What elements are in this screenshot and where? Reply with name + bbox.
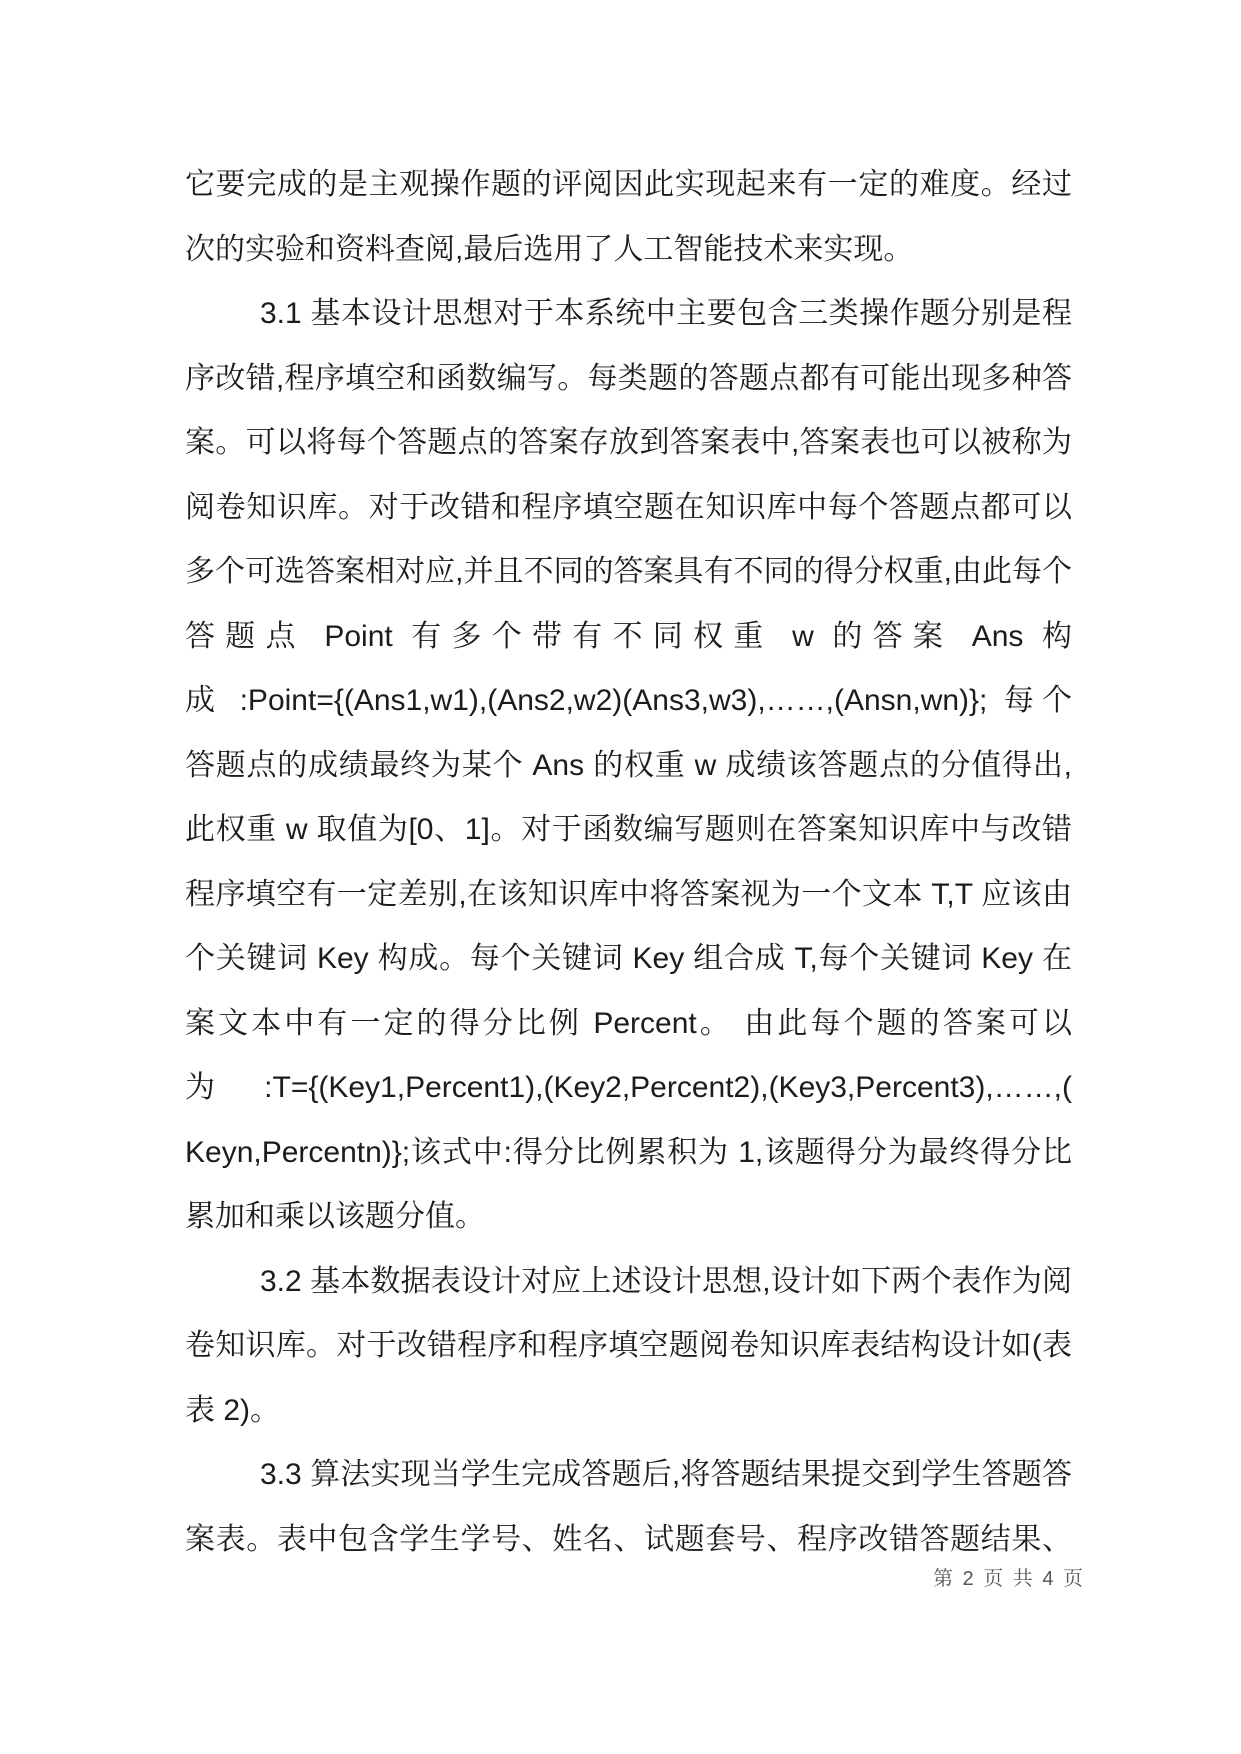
text-line: 案文本中有一定的得分比例 Percent。 由此每个题的答案可以	[185, 1006, 1072, 1040]
text-line: 案。可以将每个答题点的答案存放到答案表中,答案表也可以被称为	[185, 426, 1072, 459]
text-line: 3.3 算法实现当学生完成答题后,将答题结果提交到学生答题答	[260, 1458, 1072, 1491]
text-line: 多个可选答案相对应,并且不同的答案具有不同的得分权重,由此每个	[185, 555, 1072, 588]
text-line: Keyn,Percentn)};该式中:得分比例累积为 1,该题得分为最终得分比	[185, 1135, 1072, 1169]
text-line: 序改错,程序填空和函数编写。每类题的答题点都有可能出现多种答	[185, 361, 1072, 395]
text-line: 表 2)。	[185, 1393, 281, 1427]
text-line: 阅卷知识库。对于改错和程序填空题在知识库中每个答题点都可以	[185, 490, 1072, 524]
page-number-footer: 第 2 页 共 4 页	[932, 1568, 1085, 1590]
text-line: 3.2 基本数据表设计对应上述设计思想,设计如下两个表作为阅	[260, 1264, 1072, 1298]
text-line: 此权重 w 取值为[0、1]。对于函数编写题则在答案知识库中与改错	[185, 813, 1072, 846]
text-line: 个关键词 Key 构成。每个关键词 Key 组合成 T,每个关键词 Key 在	[185, 942, 1072, 975]
text-line: 答题点的成绩最终为某个 Ans 的权重 w 成绩该答题点的分值得出,	[185, 748, 1072, 782]
text-line: 累加和乘以该题分值。	[185, 1200, 485, 1233]
text-line: 3.1 基本设计思想对于本系统中主要包含三类操作题分别是程	[260, 297, 1072, 330]
text-line: 程序填空有一定差别,在该知识库中将答案视为一个文本 T,T 应该由	[185, 877, 1072, 911]
document-body	[185, 153, 1072, 1572]
text-line: 答题点 Point 有多个带有不同权重 w 的答案 Ans 构	[185, 619, 1072, 653]
text-line: 次的实验和资料查阅,最后选用了人工智能技术来实现。	[185, 232, 914, 266]
text-line: 案表。表中包含学生学号、姓名、试题套号、程序改错答题结果、	[185, 1522, 1072, 1556]
text-line: 卷知识库。对于改错程序和程序填空题阅卷知识库表结构设计如(表	[185, 1329, 1072, 1362]
text-line: 它要完成的是主观操作题的评阅因此实现起来有一定的难度。经过	[185, 168, 1072, 201]
text-line: 为 :T={(Key1,Percent1),(Key2,Percent2),(Key3,Percent3),……,(	[185, 1071, 1072, 1104]
text-line: 成 :Point={(Ans1,w1),(Ans2,w2)(Ans3,w3),……,(Ansn,wn)}; 每个	[185, 684, 1072, 717]
